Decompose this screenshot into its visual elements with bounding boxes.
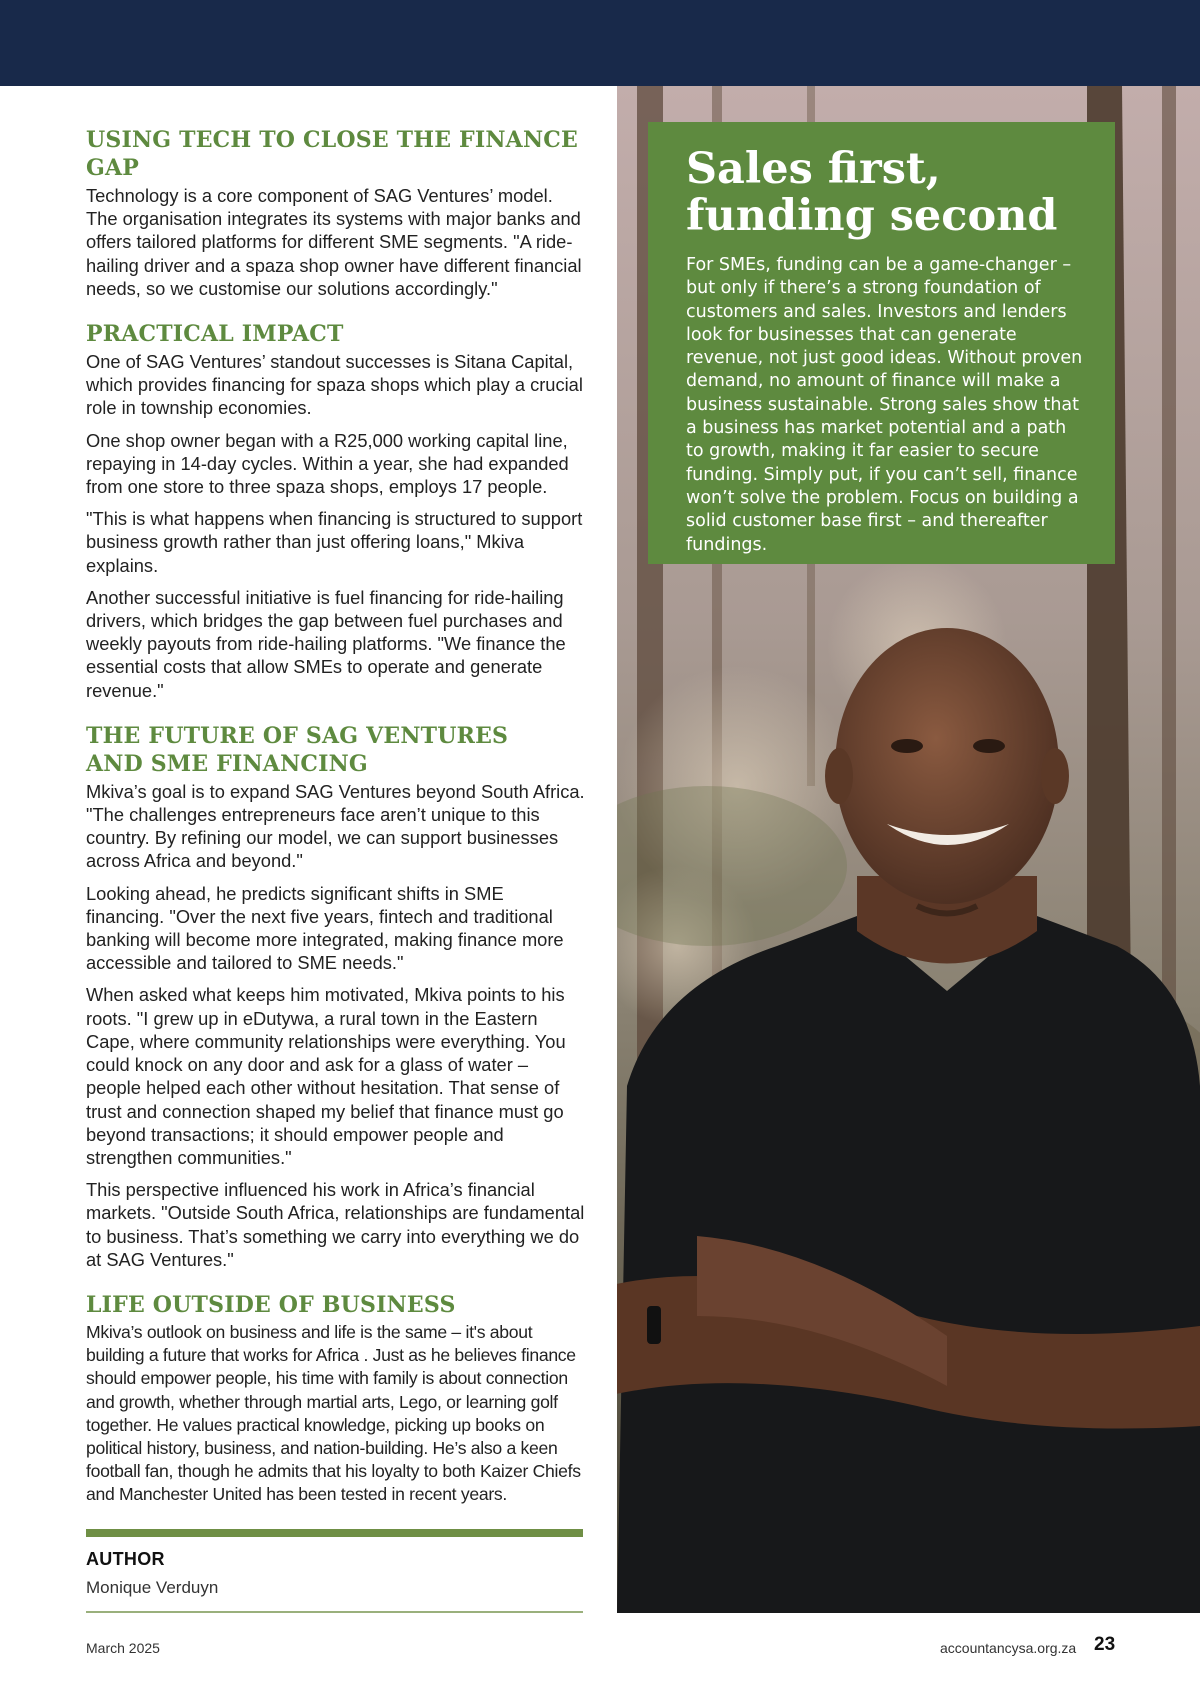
paragraph: Mkiva’s goal is to expand SAG Ventures beyond South Africa. "The challenges entrepreneurs face aren’t unique to this country. By refining our model, we can support businesses across Africa and beyond." [86, 780, 585, 872]
section-heading [86, 722, 586, 778]
sidebar-box [648, 122, 1115, 564]
page-number: 23 [1094, 1634, 1116, 1655]
paragraph: When asked what keeps him motivated, Mkiva points to his roots. "I grew up in eDutywa, a rural town in the Eastern Cape, where community relationships were everything. You could knock on any door and ask for a glass of water – people helped each other without hesitation. That sense of trust and connection shaped my belief that finance must go beyond transactions; it should empower people and strengthen communities." [86, 984, 566, 1168]
sidebar-body: For SMEs, funding can be a game-changer – but only if there’s a strong foundation of customers and sales. Investors and lenders look for businesses that can generate revenue, not just good ideas. Without proven demand, no amount of finance will make a business sustainable. Strong sales show that a business has market potential and a path to growth, making it far easier to secure funding. Simply put, if you can’t sell, finance won’t solve the problem. Focus on building a solid customer base first – and thereafter fundings. [686, 255, 1083, 555]
author-label: AUTHOR [86, 1549, 165, 1569]
paragraph: Mkiva’s outlook on business and life is the same – it's about building a future that works for Africa . Just as he believes finance should empower people, his time with family is about connection and growth, whether through martial arts, Lego, or learning golf together. He values practical knowledge, picking up books on political history, business, and nation-building. He’s also a keen football fan, though he admits that his loyalty to both Kaizer Chiefs and Manchester United has been tested in recent years. [86, 1321, 581, 1505]
section-heading: PRACTICAL IMPACT [86, 321, 344, 348]
section-heading: LIFE OUTSIDE OF BUSINESS [86, 1291, 456, 1318]
article-body [86, 126, 586, 1507]
section-heading-line1: THE FUTURE OF SAG VENTURES [86, 722, 509, 749]
section-heading-line2: AND SME FINANCING [86, 750, 368, 777]
top-banner [0, 0, 1200, 86]
issue-date: March 2025 [86, 1640, 160, 1656]
paragraph: Another successful initiative is fuel financing for ride-hailing drivers, which bridges the gap between fuel purchases and weekly payouts from ride-hailing platforms. "We finance the essential costs that allow SMEs to operate and generate revenue." [86, 586, 566, 701]
sidebar-title [686, 146, 1085, 240]
section-heading: USING TECH TO CLOSE THE FINANCE GAP [86, 127, 578, 181]
paragraph: One shop owner began with a R25,000 working capital line, repaying in 14-day cycles. Within a year, she had expanded from one store to three spaza shops, employs 17 people. [86, 429, 569, 498]
paragraph: "This is what happens when financing is structured to support business growth rather than just offering loans," Mkiva explains. [86, 508, 583, 576]
author-name: Monique Verduyn [86, 1578, 219, 1597]
website-link[interactable]: accountancysa.org.za [940, 1640, 1077, 1656]
paragraph: Technology is a core component of SAG Ventures’ model. The organisation integrates its systems with major banks and offers tailored platforms for different SME segments. "A ride-hailing driver and a spaza shop owner have different financial needs, so we customise our solutions accordingly." [86, 185, 582, 299]
paragraph: Looking ahead, he predicts significant shifts in SME financing. "Over the next five years, fintech and traditional banking will become more integrated, making finance more accessible and tailored to SME needs." [86, 882, 564, 974]
paragraph: One of SAG Ventures’ standout successes is Sitana Capital, which provides financing for spaza shops which play a crucial role in township economies. [86, 351, 583, 419]
sidebar-title-line2: funding second [686, 191, 1058, 241]
sidebar-title-line1: Sales first, [686, 144, 941, 194]
footer-divider [86, 1611, 583, 1613]
paragraph: This perspective influenced his work in Africa’s financial markets. "Outside South Africa, relationships are fundamental to business. That’s something we carry into everything we do at SAG Ventures." [86, 1179, 585, 1270]
author-divider [86, 1529, 583, 1537]
